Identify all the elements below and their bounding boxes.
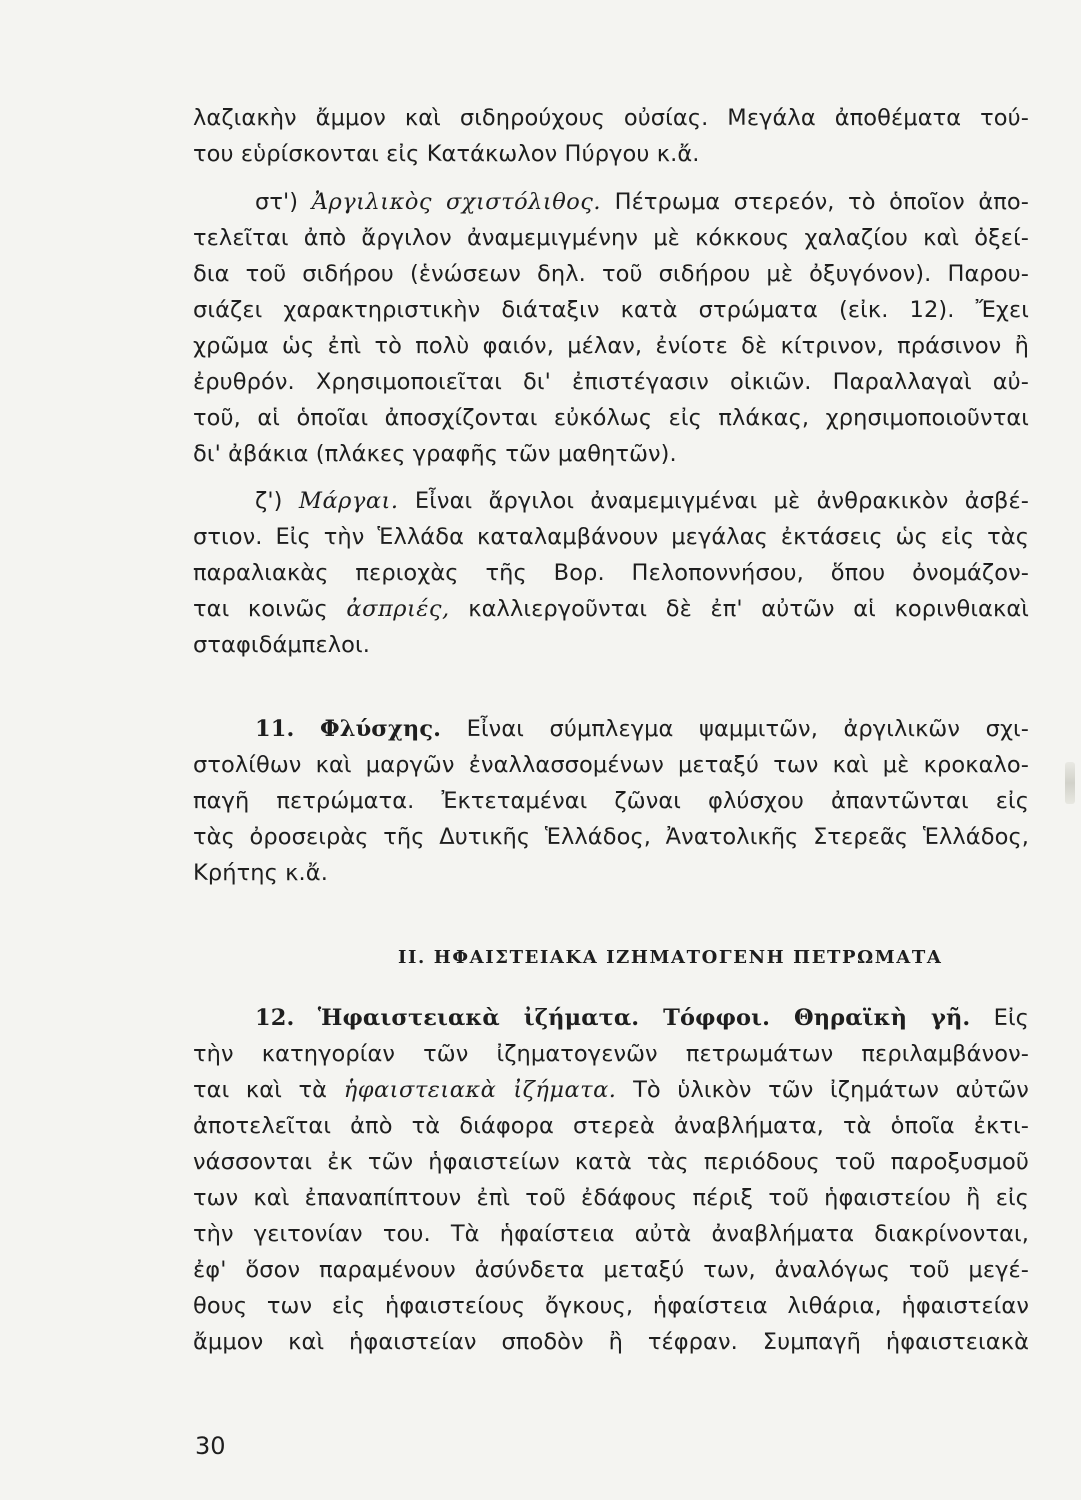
- section-12-first-line: [193, 1003, 1029, 1033]
- bold-term: Φλύσχης.: [320, 716, 442, 742]
- text-line: δια τοῦ σιδήρου (ἑνώσεων δηλ. τοῦ σιδήρου μὲ ὀξυγόνον). Παρου-: [193, 261, 1029, 287]
- text-line: των καὶ ἐπαναπίπτουν ἐπὶ τοῦ ἐδάφους πέριξ τοῦ ἡφαιστείου ἢ εἰς: [193, 1185, 1029, 1211]
- text-line: χρῶμα ὡς ἐπὶ τὸ πολὺ φαιόν, μέλαν, ἐνίοτε δὲ κίτρινον, πράσινον ἢ: [193, 333, 1029, 359]
- italic-term: Ἀργιλικὸς σχιστόλιθος.: [311, 189, 602, 215]
- text-line: σιάζει χαρακτηριστικὴν διάταξιν κατὰ στρώματα (εἰκ. 12). Ἔχει: [193, 297, 1029, 323]
- paragraph-z-first-line: [193, 486, 1029, 516]
- text-line: ἄμμον καὶ ἡφαιστείαν σποδὸν ἢ τέφραν. Συμπαγῆ ἡφαιστειακὰ: [193, 1329, 1029, 1355]
- text-line: τὴν γειτονίαν του. Τὰ ἡφαίστεια αὐτὰ ἀναβλήματα διακρίνονται,: [193, 1221, 1029, 1247]
- text-line: τελεῖται ἀπὸ ἄργιλον ἀναμεμιγμένην μὲ κόκκους χαλαζίου καὶ ὀξεί-: [193, 225, 1029, 251]
- text-span: ται καὶ τὰ: [193, 1077, 328, 1103]
- text-line: παγῆ πετρώματα. Ἐκτεταμέναι ζῶναι φλύσχου ἀπαντῶνται εἰς: [193, 788, 1029, 814]
- text-line: ἀποτελεῖται ἀπὸ τὰ διάφορα στερεὰ ἀναβλήματα, τὰ ὁποῖα ἐκτι-: [193, 1113, 1029, 1139]
- text-line: του εὑρίσκονται εἰς Κατάκωλον Πύργου κ.ἄ.: [193, 141, 700, 167]
- text-line: Κρήτης κ.ἄ.: [193, 860, 328, 886]
- text-span: καλλιεργοῦνται δὲ ἐπ' αὐτῶν αἱ κορινθιακαὶ: [468, 596, 1029, 622]
- text-line: δι' ἀβάκια (πλάκες γραφῆς τῶν μαθητῶν).: [193, 441, 677, 467]
- section-heading: II. ΗΦΑΙΣΤΕΙΑΚΑ ΙΖΗΜΑΤΟΓΕΝΗ ΠΕΤΡΩΜΑΤΑ: [398, 947, 943, 968]
- paragraph-label: ζ'): [255, 488, 283, 514]
- text-line: στολίθων καὶ μαργῶν ἐναλλασσομένων μεταξύ των καὶ μὲ κροκαλο-: [193, 752, 1029, 778]
- paragraph-st-first-line: [193, 187, 1029, 217]
- text-line: σταφιδάμπελοι.: [193, 632, 370, 658]
- section-number: 12.: [255, 1005, 295, 1031]
- section-number: 11.: [255, 716, 295, 742]
- text-line: στιον. Εἰς τὴν Ἑλλάδα καταλαμβάνουν μεγάλας ἐκτάσεις ὡς εἰς τὰς: [193, 524, 1029, 550]
- text-line-with-italic: [193, 594, 1029, 624]
- text-span: Εἶναι σύμπλεγμα ψαμμιτῶν, ἀργιλικῶν σχι-: [466, 716, 1029, 742]
- text-span: ται κοινῶς: [193, 596, 328, 622]
- text-line: ἐφ' ὅσον παραμένουν ἀσύνδετα μεταξύ των, ἀναλόγως τοῦ μεγέ-: [193, 1257, 1029, 1283]
- text-line: ἐρυθρόν. Χρησιμοποιεῖται δι' ἐπιστέγασιν οἰκιῶν. Παραλλαγαὶ αὐ-: [193, 369, 1029, 395]
- italic-term: ἀσπριές,: [346, 596, 450, 622]
- text-span: Εἰς: [993, 1005, 1029, 1031]
- italic-term: Μάργαι.: [298, 488, 399, 514]
- text-line: νάσσονται ἐκ τῶν ἡφαιστείων κατὰ τὰς περιόδους τοῦ παροξυσμοῦ: [193, 1149, 1029, 1175]
- italic-term: ἡφαιστειακὰ ἰζήματα.: [343, 1077, 617, 1103]
- section-11-first-line: [193, 714, 1029, 744]
- text-span: Πέτρωμα στερεόν, τὸ ὁποῖον ἀπο-: [614, 189, 1029, 215]
- text-line: τὴν κατηγορίαν τῶν ἰζηματογενῶν πετρωμάτων περιλαμβάνον-: [193, 1041, 1029, 1067]
- paragraph-label: στ'): [255, 189, 299, 215]
- text-line: λαζιακὴν ἄμμον καὶ σιδηρούχους οὐσίας. Μεγάλα ἀποθέματα τού-: [193, 105, 1029, 131]
- page-number: 30: [195, 1432, 226, 1460]
- bold-term: Ἡφαιστειακὰ ἰζήματα. Τόφφοι. Θηραϊκὴ γῆ.: [317, 1005, 971, 1031]
- text-line: παραλιακὰς περιοχὰς τῆς Βορ. Πελοποννήσου, ὅπου ὀνομάζον-: [193, 560, 1029, 586]
- text-line-with-italic: [193, 1075, 1029, 1105]
- text-span: Εἶναι ἄργιλοι ἀναμεμιγμέναι μὲ ἀνθρακικὸν ἀσβέ-: [414, 488, 1029, 514]
- scan-edge-mark: [1065, 762, 1075, 804]
- text-line: τοῦ, αἱ ὁποῖαι ἀποσχίζονται εὐκόλως εἰς πλάκας, χρησιμοποιοῦνται: [193, 405, 1029, 431]
- text-line: τὰς ὀροσειρὰς τῆς Δυτικῆς Ἑλλάδος, Ἀνατολικῆς Στερεᾶς Ἑλλάδος,: [193, 824, 1029, 850]
- text-span: Τὸ ὑλικὸν τῶν ἰζημάτων αὐτῶν: [633, 1077, 1029, 1103]
- text-line: θους των εἰς ἡφαιστείους ὄγκους, ἡφαίστεια λιθάρια, ἡφαιστείαν: [193, 1293, 1029, 1319]
